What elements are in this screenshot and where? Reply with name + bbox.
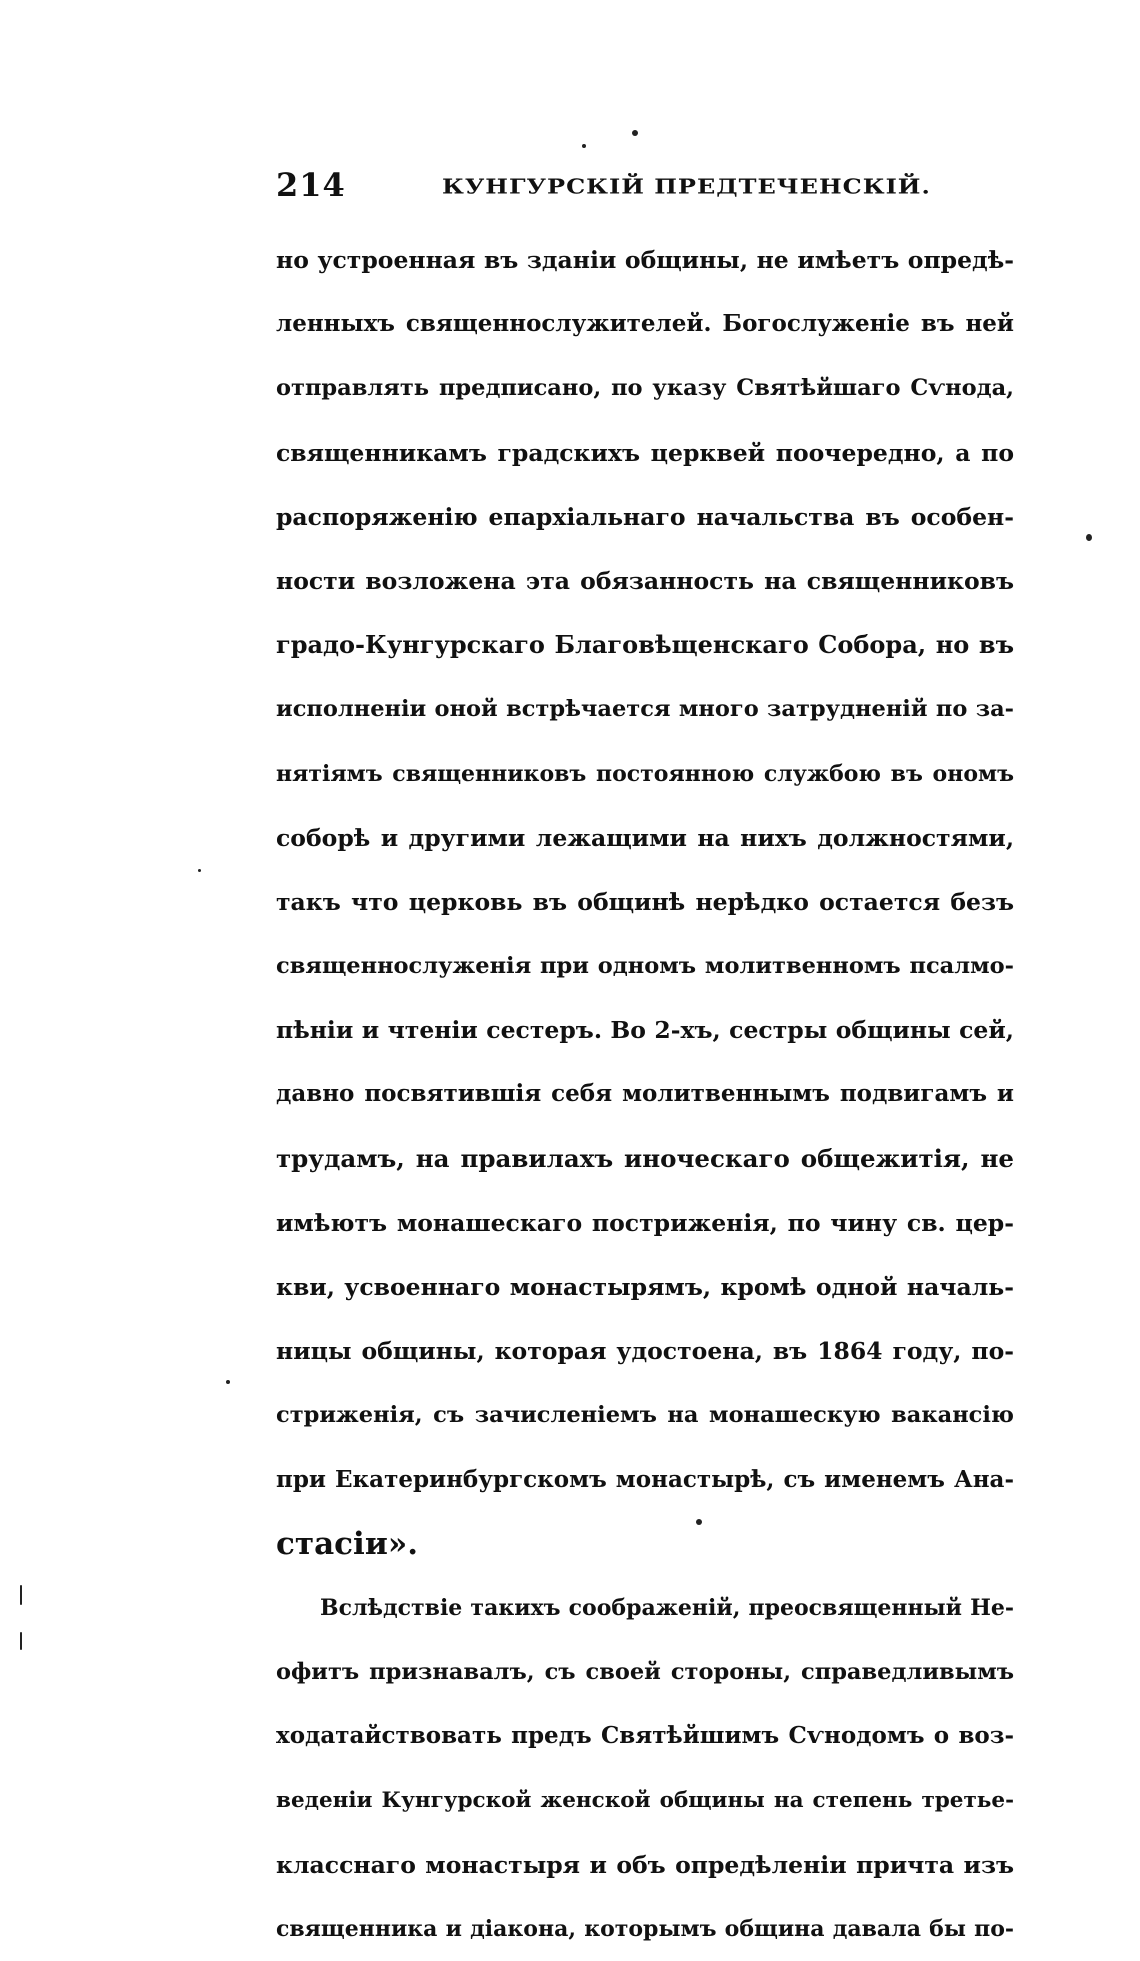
text-line: священникамъ градскихъ церквей поочередно, а по: [276, 438, 1014, 467]
text-line: священнослуженія при одномъ молитвенномъ псалмо-: [276, 953, 1014, 980]
text-line: офитъ признавалъ, съ своей стороны, справедливымъ: [276, 1659, 1014, 1686]
scan-speck: [20, 1585, 22, 1605]
text-line: класснаго монастыря и объ опредѣленіи причта изъ: [276, 1850, 1014, 1879]
text-line: имѣютъ монашескаго постриженія, по чину св. цер-: [276, 1208, 1014, 1237]
text-line: исполненіи оной встрѣчается много затрудненій по за-: [276, 696, 1014, 723]
text-line: давно посвятившія себя молитвеннымъ подвигамъ и: [276, 1080, 1014, 1108]
text-line: пѣніи и чтеніи сестеръ. Во 2-хъ, сестры общины сей,: [276, 1016, 1014, 1045]
text-line: отправлять предписано, по указу Святѣйшаго Сѵнода,: [276, 375, 1014, 402]
scan-speck: [696, 1519, 702, 1525]
text-line: веденіи Кунгурской женской общины на степень третье-: [276, 1787, 1014, 1813]
scan-speck: [1086, 534, 1092, 541]
text-line: ходатайствовать предъ Святѣйшимъ Сѵнодомъ о воз-: [276, 1722, 1014, 1750]
running-title: КУНГУРСКІЙ ПРЕДТЕЧЕНСКІЙ.: [442, 174, 931, 199]
text-line: такъ что церковь въ общинѣ нерѣдко остается безъ: [276, 887, 1014, 916]
scan-speck: [226, 1380, 230, 1384]
running-head: [276, 166, 1014, 210]
scan-speck: [198, 869, 201, 872]
text-line: ности возложена эта обязанность на священниковъ: [276, 566, 1014, 595]
text-line: при Екатеринбургскомъ монастырѣ, съ именемъ Ана-: [276, 1465, 1014, 1493]
scan-speck: [20, 1632, 22, 1650]
text-line: стасіи».: [276, 1525, 418, 1562]
text-line: священника и діакона, которымъ община давала бы по-: [276, 1915, 1014, 1942]
body-text: [276, 228, 1014, 1961]
text-line: но устроенная въ зданіи общины, не имѣетъ опредѣ-: [276, 246, 1014, 274]
scan-speck: [632, 130, 638, 136]
text-line: ленныхъ священнослужителей. Богослуженіе въ ней: [276, 310, 1014, 338]
text-line: кви, усвоеннаго монастырямъ, кромѣ одной началь-: [276, 1273, 1014, 1301]
page-number: 214: [276, 166, 346, 204]
text-line: градо-Кунгурскаго Благовѣщенскаго Собора, но въ: [276, 630, 1014, 660]
scan-speck: [582, 144, 586, 148]
text-line: ницы общины, которая удостоена, въ 1864 году, по-: [276, 1337, 1014, 1366]
text-line: распоряженію епархіальнаго начальства въ особен-: [276, 502, 1014, 531]
text-line: трудамъ, на правилахъ иноческаго общежитія, не: [276, 1143, 1014, 1173]
text-line: нятіямъ священниковъ постоянною службою въ ономъ: [276, 760, 1014, 787]
text-line: соборѣ и другими лежащими на нихъ должностями,: [276, 823, 1014, 852]
text-line: Вслѣдствіе такихъ соображеній, преосвященный Не-: [320, 1594, 1014, 1621]
text-line: стриженія, съ зачисленіемъ на монашескую вакансію: [276, 1402, 1014, 1429]
